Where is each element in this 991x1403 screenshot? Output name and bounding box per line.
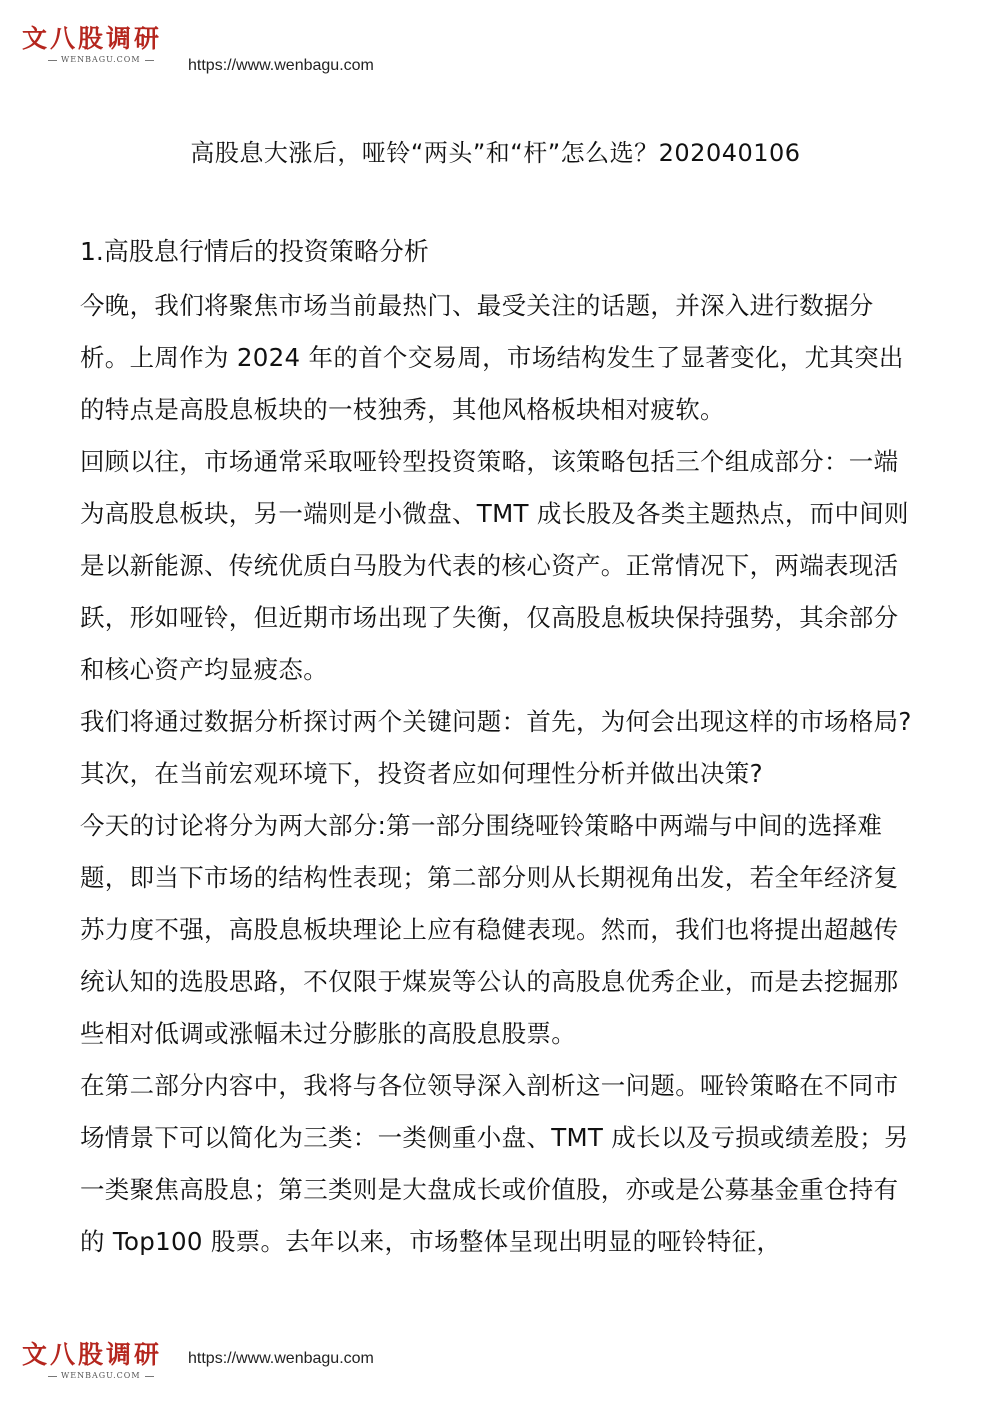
paragraph: 我们将通过数据分析探讨两个关键问题：首先，为何会出现这样的市场格局?其次，在当前宏观环境下，投资者应如何理性分析并做出决策? <box>80 707 912 788</box>
paragraph: 今晚，我们将聚焦市场当前最热门、最受关注的话题，并深入进行数据分析。上周作为 2024 年的首个交易周，市场结构发生了显著变化，尤其突出的特点是高股息板块的一枝独秀，其他风格板块相对疲软。 <box>80 291 904 424</box>
header-logo <box>22 24 162 64</box>
document-title: 高股息大涨后，哑铃“两头”和“杆”怎么选？202040106 <box>190 139 801 167</box>
logo-subtitle-text: WENBAGU.COM <box>61 55 141 64</box>
footer-url-link[interactable]: https://www.wenbagu.com <box>188 1350 374 1367</box>
paragraph: 今天的讨论将分为两大部分:第一部分围绕哑铃策略中两端与中间的选择难题，即当下市场的结构性表现；第二部分则从长期视角出发，若全年经济复苏力度不强，高股息板块理论上应有稳健表现。然而，我们也将提出超越传统认知的选股思路，不仅限于煤炭等公认的高股息优秀企业，而是去挖掘那些相对低调或涨幅未过分膨胀的高股息股票。 <box>80 811 899 1048</box>
footer-logo <box>22 1340 162 1380</box>
logo-subtitle <box>22 55 162 64</box>
logo-dash-left <box>48 60 57 61</box>
logo-dash-right <box>145 1376 154 1377</box>
paragraph: 在第二部分内容中，我将与各位领导深入剖析这一问题。哑铃策略在不同市场情景下可以简化为三类：一类侧重小盘、TMT 成长以及亏损或绩差股；另一类聚焦高股息；第三类则是大盘成长或价值股，亦或是公募基金重仓持有的 Top100 股票。去年以来，市场整体呈现出明显的哑铃特征， <box>80 1071 909 1256</box>
paragraph: 回顾以往，市场通常采取哑铃型投资策略，该策略包括三个组成部分：一端为高股息板块，另一端则是小微盘、TMT 成长股及各类主题热点，而中间则是以新能源、传统优质白马股为代表的核心资产。正常情况下，两端表现活跃，形如哑铃，但近期市场出现了失衡，仅高股息板块保持强势，其余部分和核心资产均显疲态。 <box>80 447 909 684</box>
logo-title: 文八股调研 <box>22 1340 163 1369</box>
logo-title: 文八股调研 <box>22 24 163 53</box>
header-url-link[interactable]: https://www.wenbagu.com <box>188 57 374 74</box>
section-heading: 1.高股息行情后的投资策略分析 <box>80 237 429 266</box>
document-body <box>80 232 920 1268</box>
logo-subtitle-text: WENBAGU.COM <box>61 1371 141 1380</box>
logo-subtitle <box>22 1371 162 1380</box>
logo-dash-left <box>48 1376 57 1377</box>
logo-dash-right <box>145 60 154 61</box>
